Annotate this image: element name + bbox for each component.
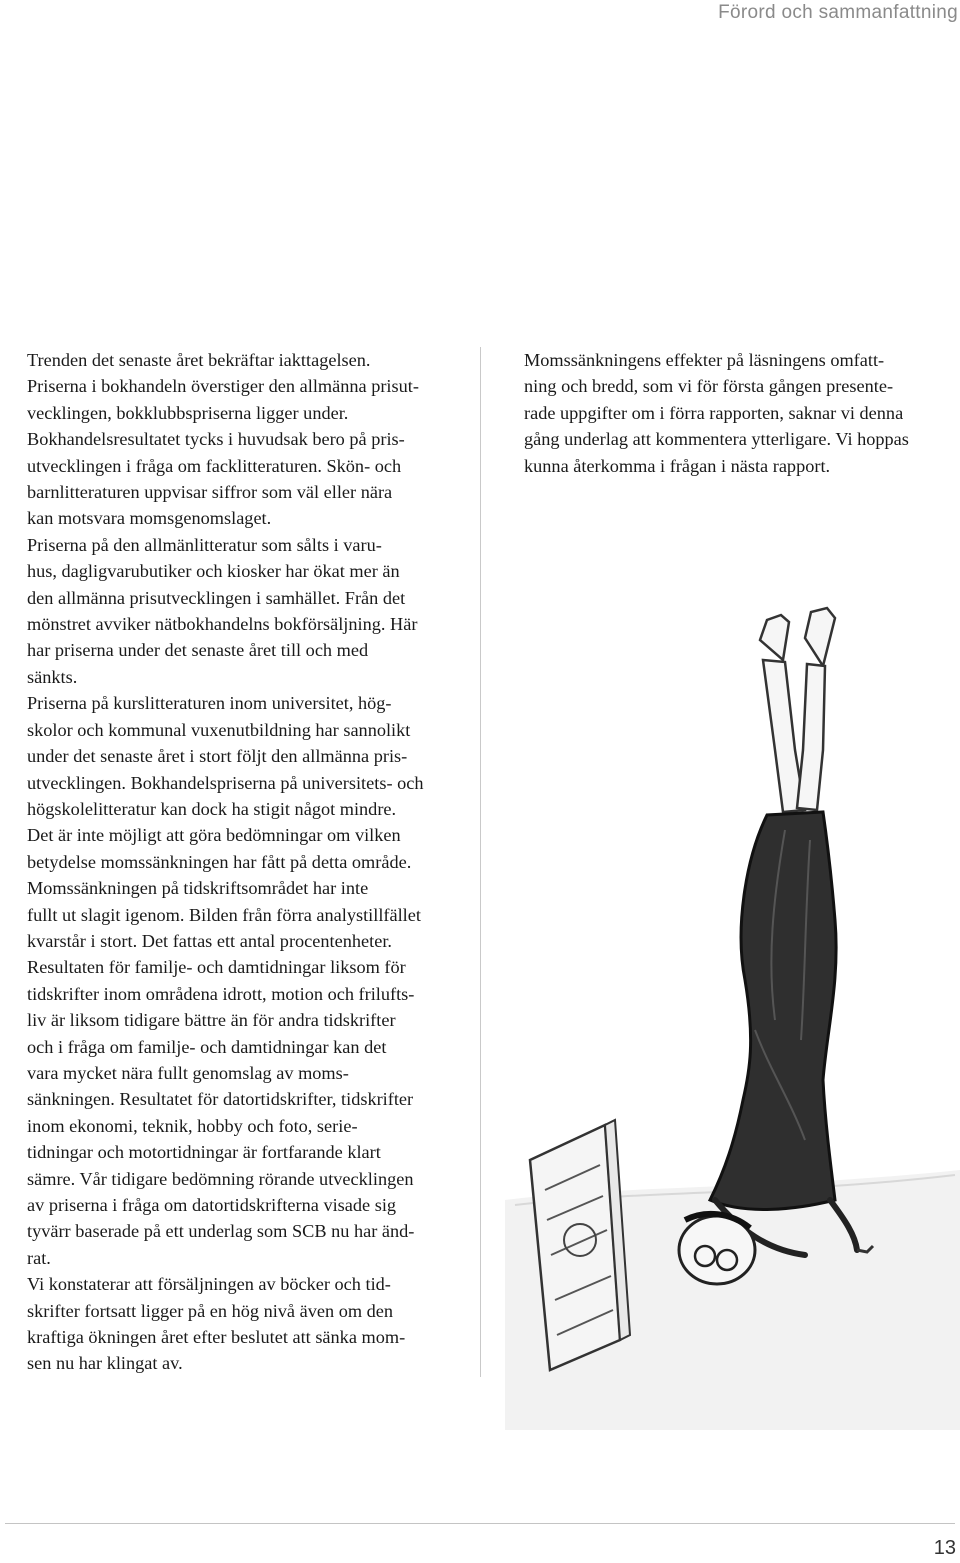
text-line: av priserna i fråga om datortidskrifterna visade sig (27, 1195, 397, 1215)
text-line: fullt ut slagit igenom. Bilden från förra analystillfället (27, 904, 421, 925)
text-line: kunna återkomma i frågan i nästa rapport. (524, 455, 831, 476)
text-line: Vi konstaterar att försäljningen av böcker och tid- (27, 1274, 391, 1295)
text-line: utvecklingen i fråga om facklitteraturen. Skön- och (27, 455, 402, 476)
headstand-reader-illustration (505, 600, 960, 1430)
text-line: vara mycket nära fullt genomslag av moms- (27, 1062, 349, 1083)
paragraph (5, 875, 465, 1271)
paragraph (5, 426, 465, 532)
text-line: kvarstår i stort. Det fattas ett antal procentenheter. (27, 930, 392, 951)
text-line: och i fråga om familje- och damtidningar kan det (27, 1036, 387, 1057)
page-number: 13 (933, 1537, 956, 1559)
text-line: vecklingen, bokklubbspriserna ligger under. (27, 402, 349, 423)
text-line: sämre. Vår tidigare bedömning rörande utvecklingen (27, 1168, 414, 1189)
text-line: tidskrifter inom områdena idrott, motion och frilufts- (27, 983, 415, 1004)
text-line: Priserna i bokhandeln överstiger den allmänna prisut- (27, 376, 419, 397)
text-line: den allmänna prisutvecklingen i samhället. Från det (27, 587, 406, 608)
text-line: sänkts. (27, 666, 78, 687)
text-line: Bokhandelsresultatet tycks i huvudsak bero på pris- (27, 429, 405, 450)
text-line: Priserna på kurslitteraturen inom universitet, hög- (27, 693, 392, 714)
text-line: sen nu har klingat av. (27, 1353, 183, 1374)
text-line: Det är inte möjligt att göra bedömningar om vilken (27, 825, 401, 846)
left-column (5, 347, 465, 1377)
text-line: har priserna under det senaste året till och med (27, 640, 369, 661)
text-line: inom ekonomi, teknik, hobby och foto, serie- (27, 1115, 358, 1136)
text-line: Momssänkningens effekter på läsningens omfatt- (524, 350, 885, 370)
text-line: sänkningen. Resultatet för datortidskrifter, tidskrifter (27, 1089, 414, 1110)
text-line: barnlitteraturen uppvisar siffror som väl eller nära (27, 482, 393, 503)
paragraph (5, 1271, 465, 1377)
text-line: utvecklingen. Bokhandelspriserna på universitets- och (27, 772, 424, 793)
footer-rule (5, 1523, 955, 1524)
text-line: Momssänkningen på tidskriftsområdet har inte (27, 878, 369, 899)
text-line: Priserna på den allmänlitteratur som sålts i varu- (27, 534, 382, 555)
text-line: Resultaten för familje- och damtidningar liksom för (27, 957, 406, 978)
text-line: rat. (27, 1247, 51, 1268)
headstand-reader-drawing-icon (505, 600, 960, 1430)
text-line: rade uppgifter om i förra rapporten, saknar vi denna (524, 402, 904, 423)
text-line: hus, dagligvarubutiker och kiosker har ökat mer än (27, 561, 400, 582)
paragraph (502, 347, 952, 479)
text-line: mönstret avviker nätbokhandelns bokförsäljning. Här (27, 614, 418, 635)
text-line: kan motsvara momsgenomslaget. (27, 508, 272, 529)
paragraph (5, 690, 465, 875)
text-line: tyvärr baserade på ett underlag som SCB nu har änd- (27, 1221, 415, 1242)
text-line: betydelse momssänkningen har fått på detta område. (27, 851, 412, 872)
text-line: under det senaste året i stort följt den allmänna pris- (27, 746, 408, 767)
paragraph (5, 532, 465, 690)
right-column (502, 347, 952, 479)
text-line: högskolelitteratur kan dock ha stigit något mindre. (27, 798, 397, 819)
column-divider (480, 347, 481, 1377)
running-title: Förord och sammanfattning (718, 2, 958, 23)
text-line: skrifter fortsatt ligger på en hög nivå även om den (27, 1300, 394, 1321)
text-line: skolor och kommunal vuxenutbildning har sannolikt (27, 719, 411, 740)
text-line: liv är liksom tidigare bättre än för andra tidskrifter (27, 1010, 396, 1031)
text-line: kraftiga ökningen året efter beslutet att sänka mom- (27, 1327, 406, 1348)
paragraph (5, 347, 465, 426)
text-line: tidningar och motortidningar är fortfarande klart (27, 1142, 381, 1163)
text-line: ning och bredd, som vi för första gången presente- (524, 376, 894, 397)
text-line: gång underlag att kommentera ytterligare. Vi hoppas (524, 429, 909, 450)
text-line: Trenden det senaste året bekräftar iakttagelsen. (27, 350, 371, 370)
